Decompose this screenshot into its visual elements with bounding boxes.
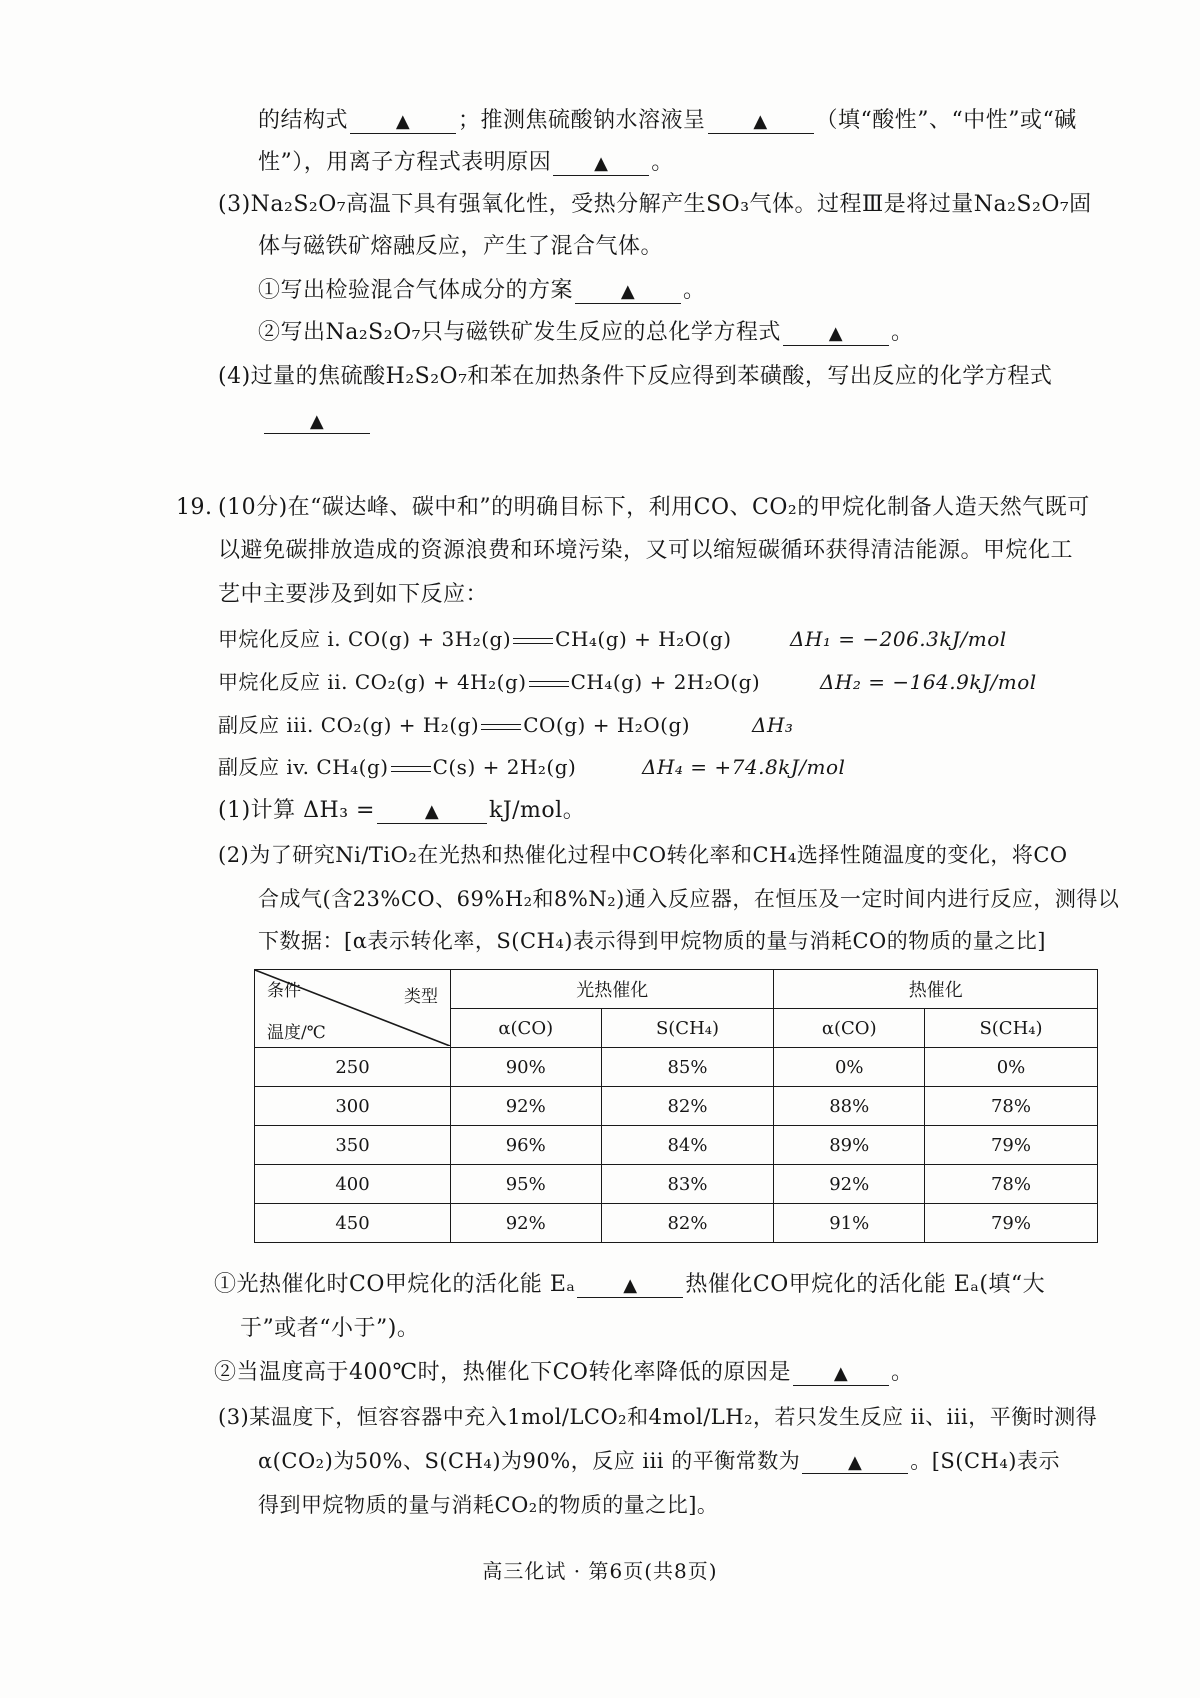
blank-mark: ▲ <box>309 411 325 432</box>
subheader-cell: α(CO) <box>451 1009 602 1048</box>
answer-blank[interactable] <box>264 409 370 434</box>
q19-sub-1-line-2: 于”或者“小于”)。 <box>240 1316 420 1341</box>
answer-blank[interactable] <box>350 109 456 134</box>
text: ②写出Na₂S₂O₇只与磁铁矿发生反应的总化学方程式 <box>258 320 781 345</box>
table-cell: 84% <box>601 1126 774 1165</box>
text: ①光热催化时CO甲烷化的活化能 Eₐ <box>214 1272 576 1297</box>
text: CH₄(g) + H₂O(g) <box>555 627 732 651</box>
text: （填“酸性”、“中性”或“碱 <box>815 108 1077 133</box>
table-cell: 90% <box>451 1048 602 1087</box>
text: ；推测焦硫酸钠水溶液呈 <box>458 108 706 133</box>
temp-cell: 350 <box>255 1126 451 1165</box>
reaction-iii <box>218 710 690 740</box>
q18-4-line-2 <box>262 406 372 436</box>
table-cell: 95% <box>451 1165 602 1204</box>
q19-number: 19. <box>176 495 213 520</box>
q19-sub-2 <box>214 1358 914 1388</box>
q18-3-line-1: (3)Na₂S₂O₇高温下具有强氧化性，受热分解产生SO₃气体。过程Ⅲ是将过量Na₂S₂O₇固 <box>218 192 1092 217</box>
page-footer: 高三化试 · 第6页(共8页) <box>482 1559 718 1583</box>
reaction-iv <box>218 752 576 782</box>
temp-cell: 300 <box>255 1087 451 1126</box>
text: (1)计算 ΔH₃ = <box>218 798 375 823</box>
table-cell: 88% <box>774 1087 925 1126</box>
table-corner-cell <box>255 970 451 1048</box>
answer-blank[interactable] <box>802 1449 908 1474</box>
q19-sub-1-line-1 <box>214 1270 1045 1300</box>
table-row <box>255 1204 1098 1243</box>
text: 。 <box>890 1360 914 1385</box>
q19-part-1 <box>218 796 585 826</box>
temp-cell: 450 <box>255 1204 451 1243</box>
temp-cell: 250 <box>255 1048 451 1087</box>
reaction-i-enthalpy: ΔH₁ = −206.3kJ/mol <box>790 627 1007 651</box>
subheader-cell: α(CO) <box>774 1009 925 1048</box>
blank-mark: ▲ <box>828 323 844 344</box>
q19-intro-1: (10分)在“碳达峰、碳中和”的明确目标下，利用CO、CO₂的甲烷化制备人造天然气既可 <box>218 495 1090 520</box>
table-cell: 91% <box>774 1204 925 1243</box>
text: 副反应 iii. CO₂(g) + H₂(g) <box>218 713 480 737</box>
text: α(CO₂)为50%、S(CH₄)为90%，反应 iii 的平衡常数为 <box>258 1449 801 1473</box>
reaction-iii-enthalpy: ΔH₃ <box>752 713 794 737</box>
answer-blank[interactable] <box>577 1273 683 1298</box>
text: CH₄(g) + 2H₂O(g) <box>570 670 761 694</box>
text: 的结构式 <box>258 108 349 133</box>
table-cell: 78% <box>924 1087 1097 1126</box>
reaction-iv-enthalpy: ΔH₄ = +74.8kJ/mol <box>642 755 846 779</box>
table-row <box>255 1126 1098 1165</box>
blank-mark: ▲ <box>395 111 411 132</box>
temp-cell: 400 <box>255 1165 451 1204</box>
text: kJ/mol。 <box>488 798 586 823</box>
q19-part-2-line-3: 下数据：[α表示转化率，S(CH₄)表示得到甲烷物质的量与消耗CO的物质的量之比] <box>258 929 1046 953</box>
text: C(s) + 2H₂(g) <box>432 755 577 779</box>
answer-blank[interactable] <box>783 321 889 346</box>
blank-mark: ▲ <box>620 281 636 302</box>
table-cell: 96% <box>451 1126 602 1165</box>
table-cell: 79% <box>924 1204 1097 1243</box>
corner-label-condition: 条件 <box>267 981 301 1001</box>
answer-blank[interactable] <box>793 1361 889 1386</box>
q19-intro-2: 以避免碳排放造成的资源浪费和环境污染，又可以缩短碳循环获得清洁能源。甲烷化工 <box>218 538 1074 563</box>
table-row <box>255 1048 1098 1087</box>
answer-blank[interactable] <box>553 151 649 176</box>
text: 。 <box>683 278 706 303</box>
table-cell: 92% <box>774 1165 925 1204</box>
q18-line-2 <box>258 148 674 178</box>
q19-part-2-line-2: 合成气(含23%CO、69%H₂和8%N₂)通入反应器，在恒压及一定时间内进行反应，测得以 <box>258 887 1120 911</box>
q18-3-line-2: 体与磁铁矿熔融反应，产生了混合气体。 <box>258 234 664 259</box>
corner-label-type: 类型 <box>404 987 438 1007</box>
q19-intro-3: 艺中主要涉及到如下反应： <box>218 582 489 607</box>
blank-mark: ▲ <box>424 801 440 822</box>
table-cell: 92% <box>451 1087 602 1126</box>
answer-blank[interactable] <box>708 109 814 134</box>
table-cell: 85% <box>601 1048 774 1087</box>
table-header-row <box>255 970 1098 1009</box>
text: 。 <box>890 320 914 345</box>
q19-part-3-line-3: 得到甲烷物质的量与消耗CO₂的物质的量之比]。 <box>258 1493 719 1517</box>
equilibrium-arrow-icon <box>513 636 553 646</box>
subheader-cell: S(CH₄) <box>924 1009 1097 1048</box>
text: CO(g) + H₂O(g) <box>523 713 691 737</box>
q19-part-2-line-1: (2)为了研究Ni/TiO₂在光热和热催化过程中CO转化率和CH₄选择性随温度的变化，将CO <box>218 843 1068 867</box>
table-cell: 78% <box>924 1165 1097 1204</box>
subheader-cell: S(CH₄) <box>601 1009 774 1048</box>
table-cell: 89% <box>774 1126 925 1165</box>
answer-blank[interactable] <box>377 799 487 824</box>
equilibrium-arrow-icon <box>481 722 521 732</box>
table-cell: 83% <box>601 1165 774 1204</box>
text: 。 <box>651 150 674 175</box>
text: 。[S(CH₄)表示 <box>910 1449 1060 1473</box>
table-row <box>255 1165 1098 1204</box>
corner-label-temperature: 温度/℃ <box>267 1023 326 1043</box>
text: 甲烷化反应 ii. CO₂(g) + 4H₂(g) <box>218 670 527 694</box>
q18-4-line-1: (4)过量的焦硫酸H₂S₂O₇和苯在加热条件下反应得到苯磺酸，写出反应的化学方程式 <box>218 364 1053 389</box>
blank-mark: ▲ <box>833 1363 849 1384</box>
blank-mark: ▲ <box>753 111 768 132</box>
reaction-ii-enthalpy: ΔH₂ = −164.9kJ/mol <box>820 670 1037 694</box>
table-cell: 82% <box>601 1204 774 1243</box>
text: 热催化CO甲烷化的活化能 Eₐ(填“大 <box>685 1272 1046 1297</box>
text: ①写出检验混合气体成分的方案 <box>258 278 574 303</box>
text: 甲烷化反应 i. CO(g) + 3H₂(g) <box>218 627 512 651</box>
q18-3-sub-1 <box>258 276 706 306</box>
q19-part-3-line-1: (3)某温度下，恒容容器中充入1mol/LCO₂和4mol/LH₂，若只发生反应 ii、iii，平衡时测得 <box>218 1405 1098 1429</box>
q18-line-1 <box>258 106 1077 136</box>
reaction-ii <box>218 667 760 697</box>
header-photothermal: 光热催化 <box>451 970 774 1009</box>
text: 性”），用离子方程式表明原因 <box>258 150 552 175</box>
blank-mark: ▲ <box>848 1452 863 1473</box>
table-cell: 79% <box>924 1126 1097 1165</box>
table-cell: 0% <box>774 1048 925 1087</box>
q19-part-3-line-2 <box>258 1446 1060 1476</box>
q18-3-sub-2 <box>258 318 913 348</box>
table-cell: 82% <box>601 1087 774 1126</box>
blank-mark: ▲ <box>623 1275 638 1296</box>
blank-mark: ▲ <box>594 153 609 174</box>
table-cell: 0% <box>924 1048 1097 1087</box>
header-thermal: 热催化 <box>774 970 1098 1009</box>
catalysis-data-table <box>254 969 1098 1243</box>
equilibrium-arrow-icon <box>391 764 431 774</box>
answer-blank[interactable] <box>575 279 681 304</box>
text: ②当温度高于400℃时，热催化下CO转化率降低的原因是 <box>214 1360 791 1385</box>
text: 副反应 iv. CH₄(g) <box>218 755 389 779</box>
table-row <box>255 1087 1098 1126</box>
table-cell: 92% <box>451 1204 602 1243</box>
equilibrium-arrow-icon <box>529 679 569 689</box>
reaction-i <box>218 624 732 654</box>
